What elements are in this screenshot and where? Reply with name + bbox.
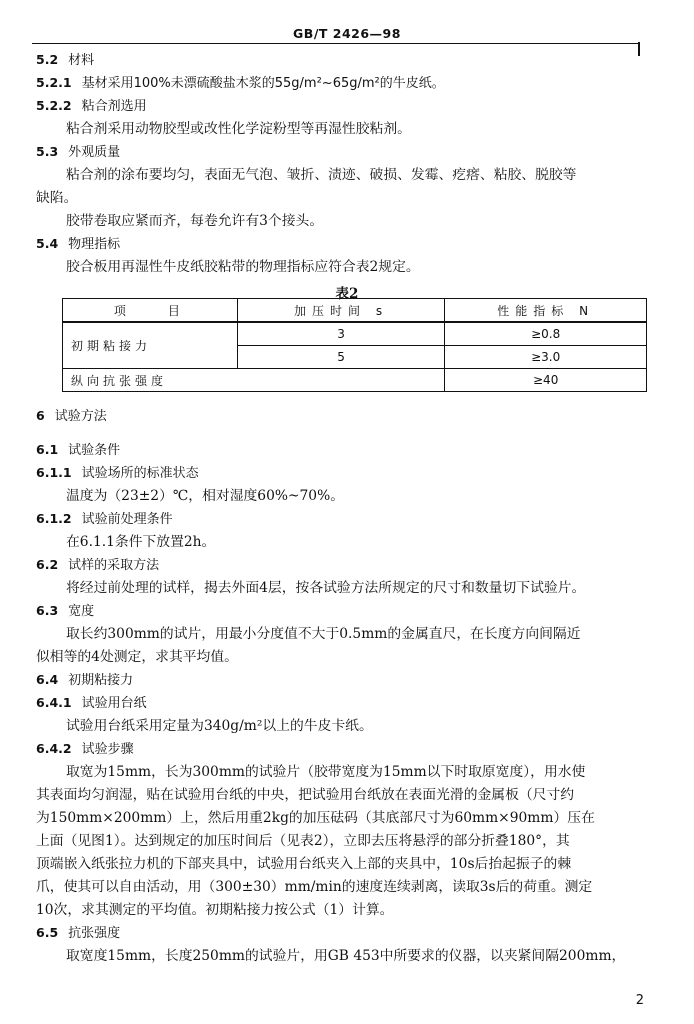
section-title: 抗张强度 (68, 926, 121, 941)
cell-value: ≥3.0 (445, 346, 647, 369)
header-press-time: 加压时间 s (237, 299, 445, 323)
table-caption: 表2 (335, 286, 359, 302)
paragraph-line (66, 486, 344, 506)
cell-value: ≥40 (445, 369, 647, 392)
paragraph-line (66, 762, 585, 782)
section-title: 物理指标 (68, 237, 121, 252)
section-heading (36, 670, 133, 691)
section-number: 6.4 (36, 672, 59, 687)
paragraph-line (36, 877, 592, 897)
section-title: 试验步骤 (81, 742, 134, 757)
paragraph-text: 温度为（23±2）℃，相对湿度60%~70%。 (66, 488, 344, 504)
section-title: 试验用台纸 (81, 696, 147, 711)
paragraph-line (66, 716, 373, 736)
paragraph-line (66, 946, 625, 966)
paragraph-line (66, 624, 581, 644)
paragraph-text: 顶端嵌入纸张拉力机的下部夹具中，试验用台纸夹入上部的夹具中，10s后抬起振子的棘 (36, 856, 572, 872)
section-title: 试样的采取方法 (68, 558, 160, 573)
section-heading (36, 463, 199, 484)
section-title: 基材采用100%未漂硫酸盐木浆的55g/m²~65g/m²的牛皮纸。 (81, 76, 445, 91)
paragraph-line (66, 119, 411, 139)
section-title: 初期粘接力 (68, 673, 134, 688)
section-heading (36, 923, 120, 944)
section-heading (36, 601, 94, 622)
section-title: 粘合剂选用 (81, 99, 147, 114)
paragraph-line (66, 578, 585, 598)
section-number: 5.4 (36, 236, 59, 251)
page-number: 2 (635, 993, 644, 1008)
section-heading (36, 142, 120, 163)
section-heading (36, 50, 94, 71)
paragraph-text: 胶带卷取应紧而齐，每卷允许有3个接头。 (66, 213, 324, 229)
paragraph-text: 取宽为15mm，长为300mm的试验片（胶带宽度为15mm以下时取原宽度），用水使 (66, 764, 586, 780)
section-number: 6.1.2 (36, 511, 72, 526)
section-title: 材料 (68, 53, 95, 68)
paragraph-line (66, 257, 420, 277)
paragraph-text: 爪，使其可以自由活动，用（300±30）mm/min的速度连续剥离，读取3s后的荷重。测定 (36, 879, 593, 895)
header-performance: 性能指标 N (445, 299, 647, 323)
section-title: 试验条件 (68, 443, 121, 458)
paragraph-text: 取宽度15mm，长度250mm的试验片，用GB 453中所要求的仪器，以夹紧间隔200mm， (66, 948, 626, 964)
paragraph-line (36, 831, 570, 851)
section-number: 5.2.1 (36, 75, 72, 90)
table-2 (62, 298, 647, 392)
paragraph-text: 似相等的4处测定，求其平均值。 (36, 649, 238, 665)
paragraph-text: 10次，求其测定的平均值。初期粘接力按公式（1）计算。 (36, 902, 394, 918)
section-number: 6.4.1 (36, 695, 72, 710)
header-rule (32, 43, 640, 44)
paragraph-text: 取长约300mm的试片，用最小分度值不大于0.5mm的金属直尺，在长度方向间隔近 (66, 626, 581, 642)
paragraph-text: 将经过前处理的试样，揭去外面4层，按各试验方法所规定的尺寸和数量切下试验片。 (66, 580, 586, 596)
table-header-row (63, 299, 647, 323)
section-number: 5.2 (36, 52, 59, 67)
section-heading (36, 96, 147, 117)
standard-code-header: GB/T 2426—98 (293, 26, 401, 41)
section-number: 6.1.1 (36, 465, 72, 480)
cell-item-tensile-strength: 纵向抗张强度 (63, 369, 445, 392)
paragraph-text: 上面（见图1）。达到规定的加压时间后（见表2），立即去压将悬浮的部分折叠180°，其 (36, 833, 570, 849)
paragraph-line (36, 808, 595, 828)
paragraph-text: 在6.1.1条件下放置2h。 (66, 534, 216, 550)
paragraph-line (36, 188, 77, 208)
paragraph-line (36, 900, 393, 920)
cell-time: 3 (237, 322, 445, 346)
section-number: 6.5 (36, 925, 59, 940)
paragraph-line (66, 211, 323, 231)
section-number: 6.4.2 (36, 741, 72, 756)
section-heading (36, 693, 147, 714)
section-number: 6.2 (36, 557, 59, 572)
table-row (63, 322, 647, 346)
cell-item-initial-adhesion: 初期粘接力 (63, 322, 238, 369)
section-heading (36, 406, 107, 427)
section-number: 6.1 (36, 442, 59, 457)
section-heading (36, 234, 120, 255)
paragraph-line (66, 165, 576, 185)
section-heading (36, 555, 159, 576)
cell-time: 5 (237, 346, 445, 369)
section-title: 试验前处理条件 (81, 512, 173, 527)
section-title: 宽度 (68, 604, 95, 619)
paragraph-line (66, 532, 215, 552)
header-item: 项 目 (63, 299, 238, 323)
paragraph-text: 粘合剂采用动物胶型或改性化学淀粉型等再湿性胶粘剂。 (66, 121, 411, 137)
section-heading (36, 739, 134, 760)
table-row (63, 369, 647, 392)
paragraph-text: 粘合剂的涂布要均匀，表面无气泡、皱折、渍迹、破损、发霉、疙瘩、粘胶、脱胶等 (66, 167, 577, 183)
paragraph-text: 试验用台纸采用定量为340g/m²以上的牛皮卡纸。 (66, 718, 373, 734)
section-title: 试验方法 (54, 409, 107, 424)
paragraph-text: 其表面均匀润湿，贴在试验用台纸的中央，把试验用台纸放在表面光滑的金属板（尺寸约 (36, 787, 575, 803)
section-heading (36, 509, 173, 530)
section-number: 6 (36, 408, 45, 423)
paragraph-text: 胶合板用再湿性牛皮纸胶粘带的物理指标应符合表2规定。 (66, 259, 420, 275)
section-number: 5.3 (36, 144, 59, 159)
paragraph-text: 为150mm×200mm）上，然后用重2kg的加压砝码（其底部尺寸为60mm×90mm）压在 (36, 810, 595, 826)
section-number: 5.2.2 (36, 98, 72, 113)
section-heading (36, 73, 445, 94)
paragraph-line (36, 785, 574, 805)
paragraph-text: 缺陷。 (36, 190, 78, 206)
paragraph-line (36, 854, 571, 874)
section-title: 试验场所的标准状态 (81, 466, 199, 481)
section-heading (36, 440, 120, 461)
paragraph-line (36, 647, 238, 667)
section-number: 6.3 (36, 603, 59, 618)
section-title: 外观质量 (68, 145, 121, 160)
cell-value: ≥0.8 (445, 322, 647, 346)
